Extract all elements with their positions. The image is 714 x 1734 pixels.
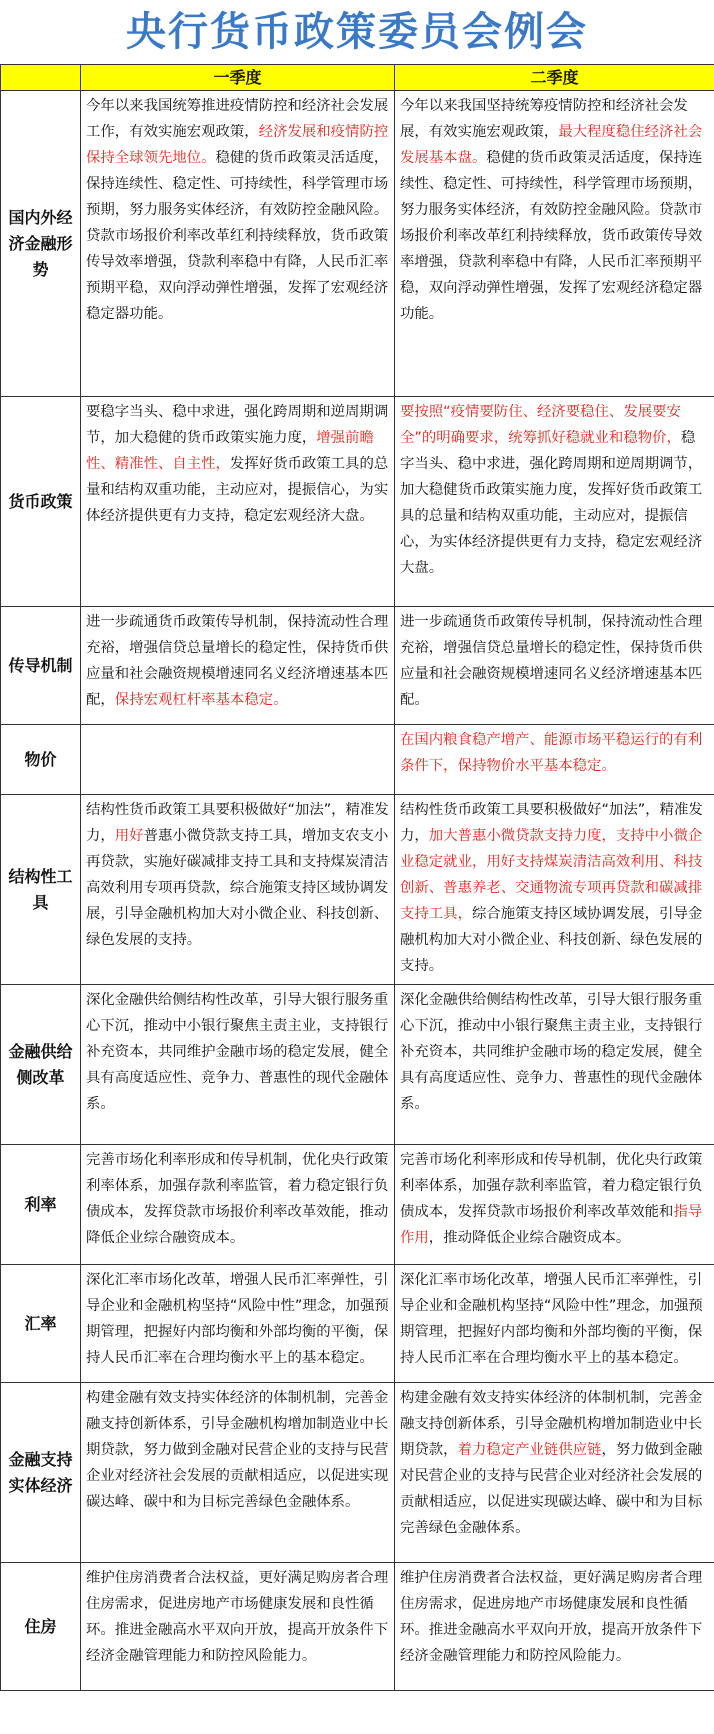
cell-text: 稳字当头、稳中求进，强化跨周期和逆周期调节，加大稳健货币政策实施力度，发挥好货币政策工具的总量和结构双重功能，主动应对，提振信心，为实体经济提供更有力支持，稳定宏观经济大盘。 [400,430,703,576]
cell-q1 [81,725,395,795]
cell-q1 [81,91,395,397]
cell-q1 [81,607,395,725]
page-title: 央行货币政策委员会例会 [126,9,588,55]
header-row [1,65,714,91]
highlight-text: 用好 [114,828,144,844]
highlight-text: 要按照“疫情要防住、经济要稳住、发展要安全”的明确要求，统筹抓好稳就业和稳物价， [400,404,681,446]
highlight-text: 保持宏观杠杆率基本稳定。 [114,692,288,708]
cell-text: 深化金融供给侧结构性改革，引导大银行服务重心下沉，推动中小银行聚焦主责主业，支持银行补充资本，共同维护金融市场的稳定发展，健全具有高度适应性、竞争力、普惠性的现代金融体系。 [400,992,703,1112]
cell-text: 进一步疏通货币政策传导机制，保持流动性合理充裕，增强信贷总量增长的稳定性，保持货币供应量和社会融资规模增速同名义经济增速基本匹配， [86,614,389,708]
cell-q2 [395,397,714,607]
table-row [1,397,714,607]
cell-text: 完善市场化利率形成和传导机制，优化央行政策利率体系，加强存款利率监管，着力稳定银行负债成本，发挥贷款市场报价利率改革效能，推动降低企业综合融资成本。 [86,1152,389,1246]
comparison-table [0,64,714,1691]
cell-text: 维护住房消费者合法权益，更好满足购房者合理住房需求，促进房地产市场健康发展和良性循环。推进金融高水平双向开放，提高开放条件下经济金融管理能力和防控风险能力。 [400,1570,703,1664]
cell-text: 完善市场化利率形成和传导机制，优化央行政策利率体系，加强存款利率监管，着力稳定银行负债成本，发挥贷款市场报价利率改革效能和 [400,1152,703,1220]
cell-q2 [395,1383,714,1563]
table-row [1,607,714,725]
cell-q2 [395,91,714,397]
cell-q2 [395,795,714,985]
header-q2: 二季度 [395,65,714,91]
cell-text: 结构性货币政策工具要积极做好“加法”，精准发力， [86,802,389,844]
cell-text: 维护住房消费者合法权益，更好满足购房者合理住房需求，促进房地产市场健康发展和良性循环。推进金融高水平双向开放，提高开放条件下经济金融管理能力和防控风险能力。 [86,1570,389,1664]
highlight-text: 在国内粮食稳产增产、能源市场平稳运行的有利条件下，保持物价水平基本稳定。 [400,732,703,774]
cell-text: 结构性货币政策工具要积极做好“加法”，精准发力， [400,802,703,844]
cell-text: 深化汇率市场化改革，增强人民币汇率弹性，引导企业和金融机构坚持“风险中性”理念，加强预期管理，把握好内部均衡和外部均衡的平衡，保持人民币汇率在合理均衡水平上的基本稳定。 [400,1272,703,1366]
cell-q2 [395,985,714,1145]
row-label: 利率 [1,1145,81,1265]
table-row [1,1383,714,1563]
row-label: 汇率 [1,1265,81,1383]
row-label: 住房 [1,1563,81,1691]
cell-text: 今年以来我国统筹推进疫情防控和经济社会发展工作，有效实施宏观政策， [86,98,389,140]
cell-text: 稳健的货币政策灵活适度，保持连续性、稳定性、可持续性，科学管理市场预期，努力服务实体经济，有效防控金融风险。贷款市场报价利率改革红利持续释放，货币政策传导效率增强，贷款利率稳中有降，人民币汇率预期平稳，双向浮动弹性增强，发挥了宏观经济稳定器功能。 [86,150,389,322]
highlight-text: 最大程度稳住经济社会发展基本盘。 [400,124,703,166]
row-label: 金融支持实体经济 [1,1383,81,1563]
cell-q1 [81,1383,395,1563]
table-row [1,985,714,1145]
cell-q2 [395,1265,714,1383]
cell-text: 深化汇率市场化改革，增强人民币汇率弹性，引导企业和金融机构坚持“风险中性”理念，加强预期管理，把握好内部均衡和外部均衡的平衡，保持人民币汇率在合理均衡水平上的基本稳定。 [86,1272,389,1366]
highlight-text: 指导作用 [400,1204,703,1246]
cell-q2 [395,607,714,725]
cell-text: 综合施策支持区域协调发展，引导金融机构加大对小微企业、科技创新、绿色发展的支持。 [400,906,703,974]
cell-q1 [81,1265,395,1383]
row-label: 货币政策 [1,397,81,607]
row-label: 物价 [1,725,81,795]
row-label: 结构性工具 [1,795,81,985]
cell-q1 [81,397,395,607]
cell-text: 进一步疏通货币政策传导机制，保持流动性合理充裕，增强信贷总量增长的稳定性，保持货币供应量和社会融资规模增速同名义经济增速基本匹配。 [400,614,703,708]
cell-q2 [395,1145,714,1265]
cell-text: 普惠小微贷款支持工具，增加支农支小再贷款，实施好碳减排支持工具和支持煤炭清洁高效利用专项再贷款，综合施策支持区域协调发展，引导金融机构加大对小微企业、科技创新、绿色发展的支持。 [86,828,389,948]
table-row [1,1265,714,1383]
table-row [1,725,714,795]
cell-q2 [395,1563,714,1691]
table-row [1,795,714,985]
highlight-text: 加大普惠小微贷款支持力度，支持中小微企业稳定就业，用好支持煤炭清洁高效利用、科技创新、普惠养老、交通物流专项再贷款和碳减排支持工具， [400,828,703,922]
cell-q1 [81,985,395,1145]
highlight-text: 经济发展和疫情防控保持全球领先地位。 [86,124,389,166]
row-label: 金融供给侧改革 [1,985,81,1145]
cell-q2 [395,725,714,795]
cell-text: ，推动降低企业综合融资成本。 [428,1230,631,1246]
cell-text: 构建金融有效支持实体经济的体制机制，完善金融支持创新体系，引导金融机构增加制造业中长期贷款，努力做到金融对民营企业的支持与民营企业对经济社会发展的贡献相适应，以促进实现碳达峰、碳中和为目标完善绿色金融体系。 [86,1390,389,1510]
table-row [1,1145,714,1265]
cell-text: ，努力做到金融对民营企业的支持与民营企业对经济社会发展的贡献相适应，以促进实现碳达峰、碳中和为目标完善绿色金融体系。 [400,1442,703,1536]
cell-q1 [81,1145,395,1265]
cell-text: 要稳字当头、稳中求进，强化跨周期和逆周期调节，加大稳健的货币政策实施力度， [86,404,389,446]
table-row [1,91,714,397]
cell-text: 构建金融有效支持实体经济的体制机制，完善金融支持创新体系，引导金融机构增加制造业中长期贷款， [400,1390,703,1458]
header-q1: 一季度 [81,65,395,91]
cell-text: 发挥好货币政策工具的总量和结构双重功能，主动应对，提振信心，为实体经济提供更有力支持，稳定宏观经济大盘。 [86,456,389,524]
cell-text: 今年以来我国坚持统筹疫情防控和经济社会发展，有效实施宏观政策， [400,98,688,140]
table-row [1,1563,714,1691]
row-label: 国内外经济金融形势 [1,91,81,397]
cell-q1 [81,795,395,985]
cell-q1 [81,1563,395,1691]
highlight-text: 着力稳定产业链供应链 [457,1442,602,1458]
row-label: 传导机制 [1,607,81,725]
highlight-text: 增强前瞻性、精准性、自主性， [86,430,374,472]
cell-text: 稳健的货币政策灵活适度，保持连续性、稳定性、可持续性，科学管理市场预期，努力服务实体经济，有效防控金融风险。贷款市场报价利率改革红利持续释放，货币政策传导效率增强，贷款利率稳中有降，人民币汇率预期平稳，双向浮动弹性增强，发挥了宏观经济稳定器功能。 [400,150,703,322]
header-corner [1,65,81,91]
cell-text: 深化金融供给侧结构性改革，引导大银行服务重心下沉，推动中小银行聚焦主责主业，支持银行补充资本，共同维护金融市场的稳定发展，健全具有高度适应性、竞争力、普惠性的现代金融体系。 [86,992,389,1112]
